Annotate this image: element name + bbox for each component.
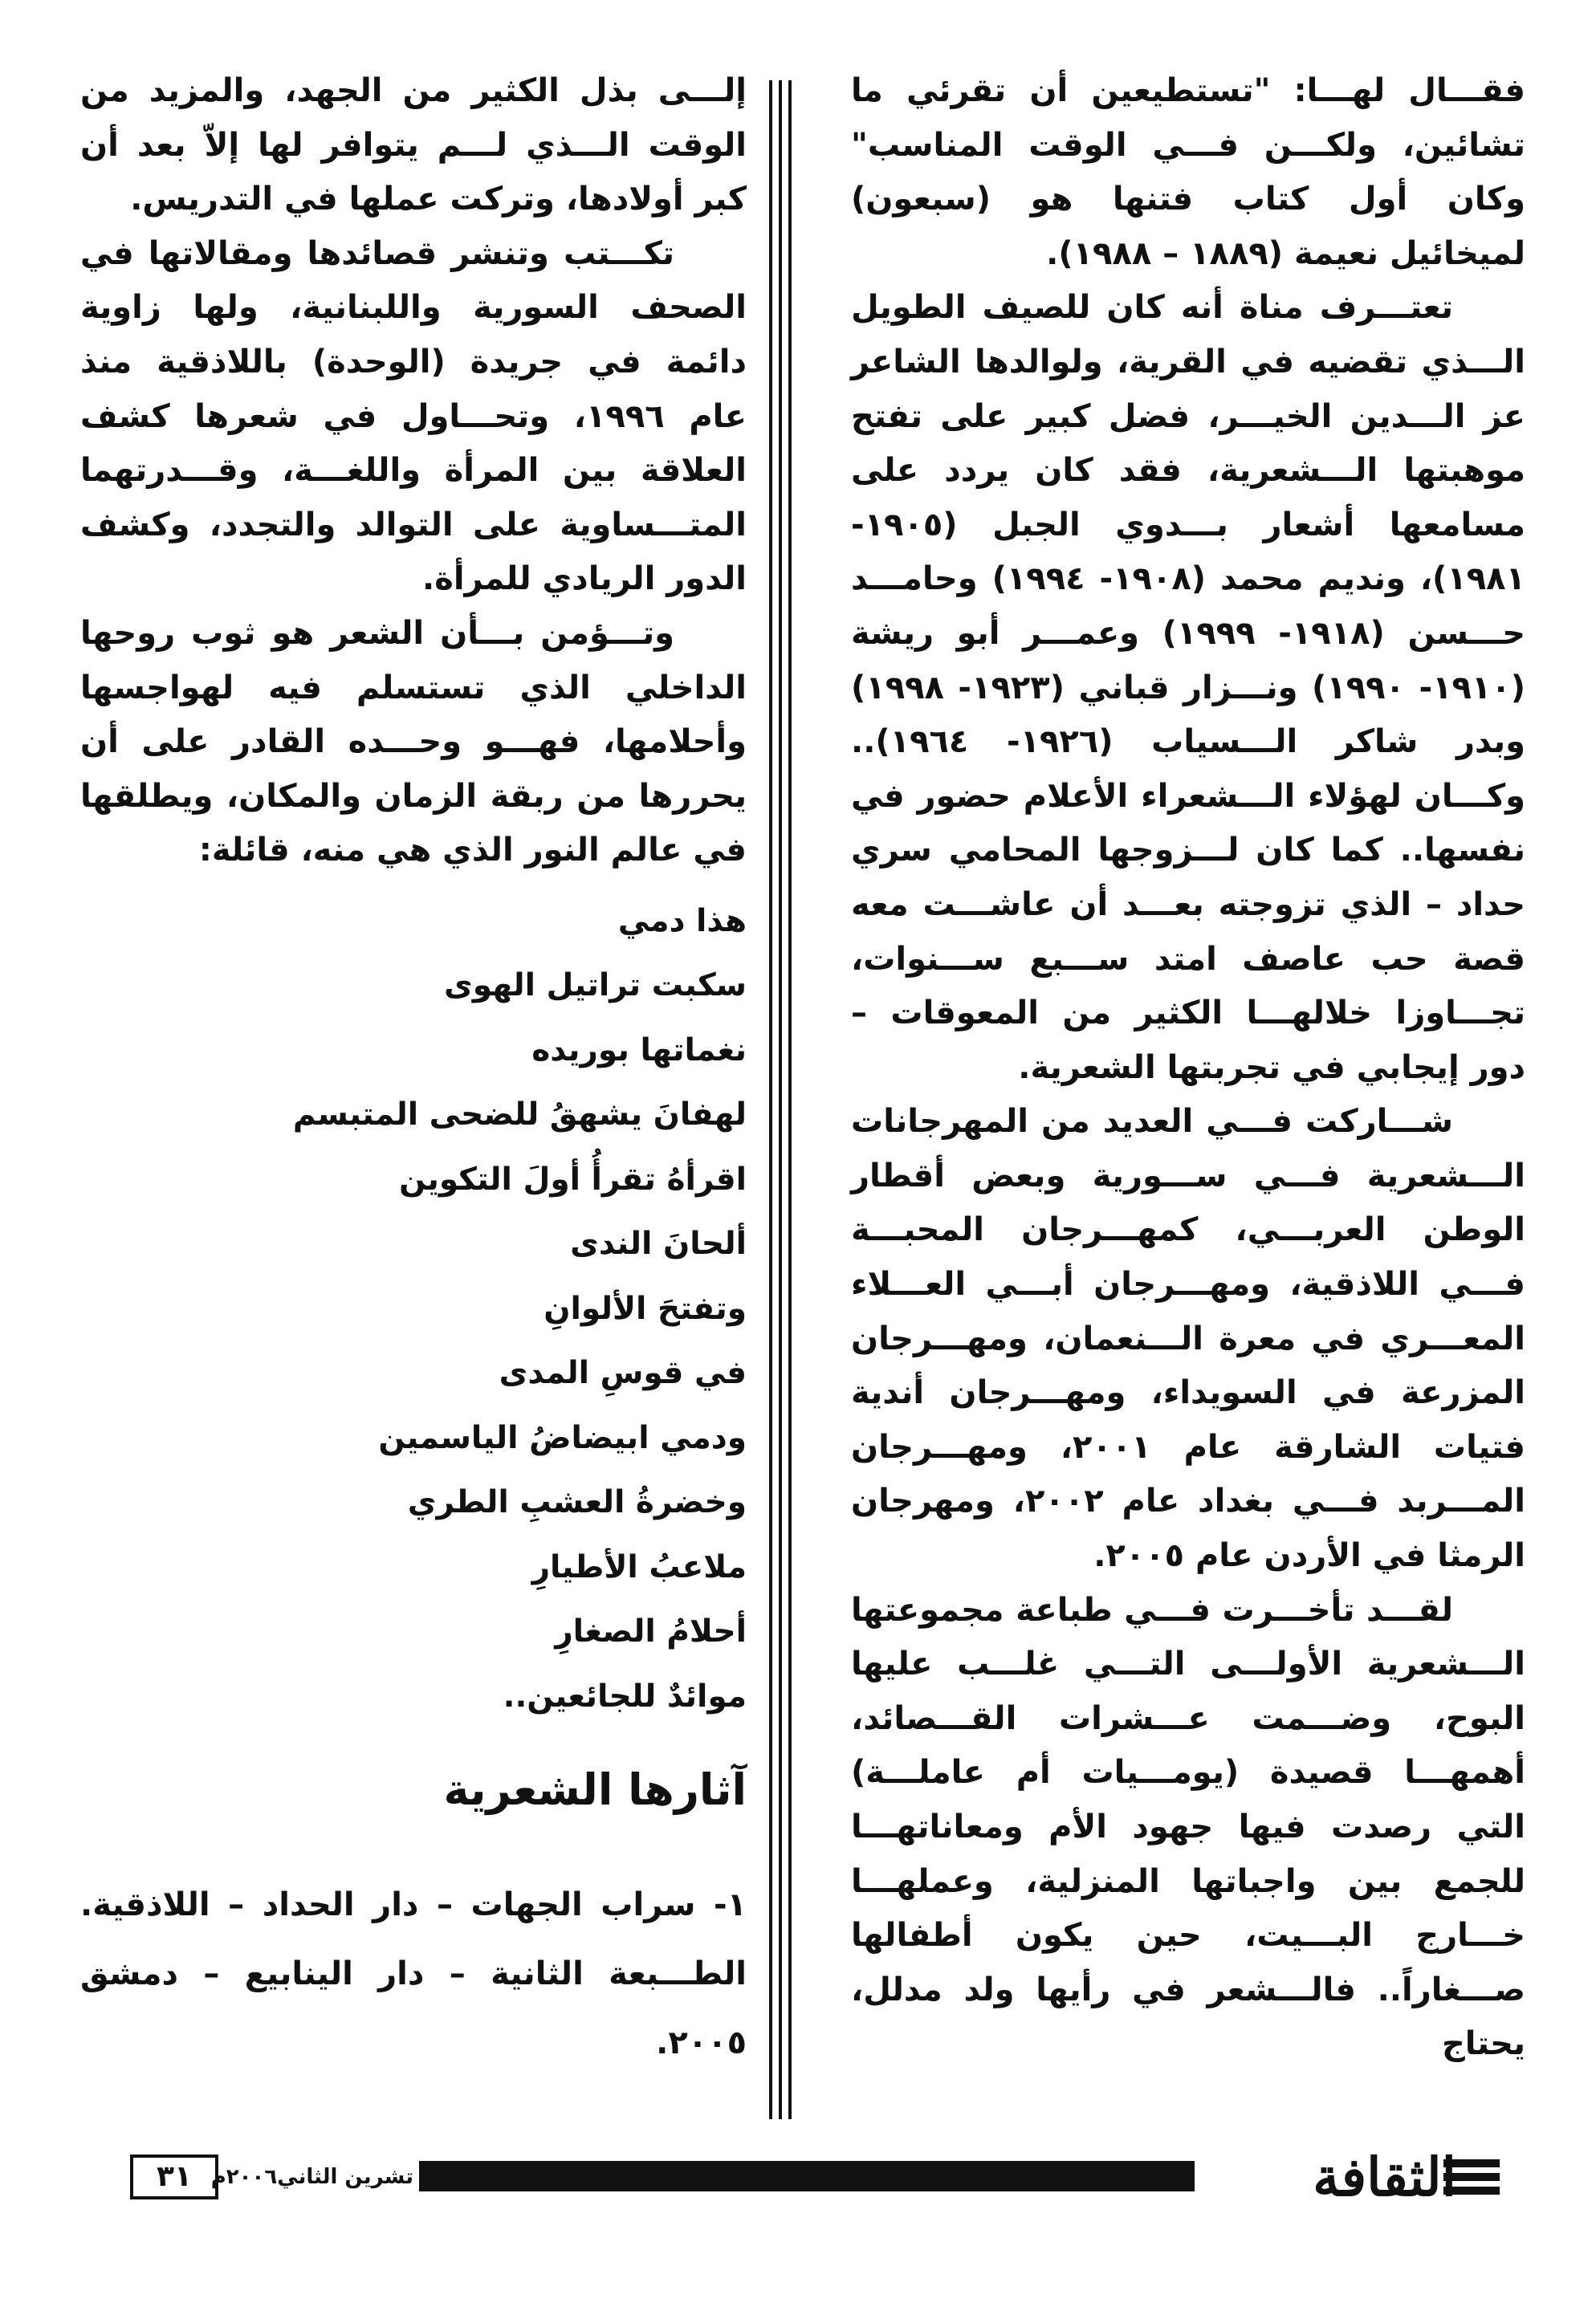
paragraph: تعتـــرف مناة أنه كان للصيف الطويل الـــذي تقضيه في القرية، ولوالدها الشاعر عز الـــدين الخيـــر، فضل كبير على تفتح موهبتها الـــشعرية، فقد كان يردد على مسامعها أشعار بـــدوي الجبل (١٩٠٥- ١٩٨١)، ونديم محمد (١٩٠٨- ١٩٩٤) وحامـــد حـــسن (١٩١٨- ١٩٩٩) وعمـــر أبو ريشة (١٩١٠- ١٩٩٠) ونـــزار قباني (١٩٢٣- ١٩٩٨) وبدر شاكر الـــسياب (١٩٢٦- ١٩٦٤).. وكـــان لهؤلاء الـــشعراء الأعلام حضور في نفسها.. كما كان لـــزوجها المحامي سري حداد – الذي تزوجته بعـــد أن عاشـــت معه قصة حب عاصف امتد ســـبع ســـنوات، تجـــاوزا خلالهـــا الكثير من المعوقات – دور إيجابي في تجربتها الشعرية.: [851, 289, 1526, 1086]
poem-line: وخضرةُ العشبِ الطري: [407, 1484, 747, 1521]
paragraph: لقـــد تأخـــرت فـــي طباعة مجموعتها الـــشعرية الأولـــى التـــي غلـــب عليها البوح، وضـــمت عـــشرات القـــصائد، أهمهـــا قصيدة (يومـــيات أم عاملـــة) التي رصدت فيها جهود الأم ومعاناتهـــا للجمع بين واجباتها المنزلية، وعملهـــا خـــارج البـــيت، حين يكون أطفالها صـــغاراً.. فالـــشعر في رأيها ولد مدلل، يحتاج: [851, 1591, 1525, 2063]
page-footer: [120, 2146, 1500, 2208]
works-list: [80, 1870, 747, 2077]
poem-line: سكبت تراتيل الهوى: [444, 967, 747, 1004]
right-column: [851, 64, 1525, 2072]
section-heading: آثارها الشعرية: [443, 1764, 747, 1816]
footer-rule: [419, 2161, 1195, 2191]
poem-line: هذا دمي: [617, 902, 747, 939]
column-divider: [769, 80, 793, 2119]
paragraph: فقـــال لهـــا: "تستطيعين أن تقرئي ما تشائين، ولكـــن فـــي الوقت المناسب" وكان أول كتاب فتنها هو (سبعون) لميخائيل نعيمة (١٨٨٩ – ١٩٨٨).: [851, 72, 1525, 272]
magazine-name: الثقافة: [1313, 2146, 1456, 2208]
paragraph: تكـــتب وتنشر قصائدها ومقالاتها في الصحف السورية واللبنانية، ولها زاوية دائمة في جريدة (الوحدة) باللاذقية منذ عام ١٩٩٦، وتحـــاول في شعرها كشف العلاقة بين المرأة واللغـــة، وقـــدرتهما المتـــساوية على التوالد والتجدد، وكشف الدور الريادي للمرأة.: [80, 234, 747, 598]
poem-line: ودمي ابيضاضُ الياسمين: [378, 1419, 747, 1456]
poem-line: موائدٌ للجائعين..: [503, 1678, 747, 1715]
paragraph: إلـــى بذل الكثير من الجهد، والمزيد من الوقت الـــذي لـــم يتوافر لها إلاّ بعد أن كبر أولادها، وتركت عملها في التدريس.: [80, 72, 747, 218]
poem-line: أحلامُ الصغارِ: [555, 1613, 747, 1650]
poem-line: وتفتحَ الألوانِ: [544, 1290, 747, 1327]
left-column: [80, 64, 747, 2077]
issue-date: تشرين الثاني٢٠٠٦م: [210, 2165, 413, 2189]
poem: [80, 889, 747, 1730]
page-number: ٣١: [130, 2155, 218, 2199]
poem-line: اقرأهُ تقرأُ أولَ التكوين: [399, 1161, 747, 1198]
poem-line: في قوسِ المدى: [499, 1355, 747, 1392]
paragraph: وتـــؤمن بـــأن الشعر هو ثوب روحها الداخلي الذي تستسلم فيه لهواجسها وأحلامها، فهـــو وحـــده القادر على أن يحررها من ربقة الزمان والمكان، ويطلقها في عالم النور الذي هي منه، قائلة:: [80, 614, 747, 869]
works-item: ١- سراب الجهات – دار الحداد – اللاذقية. الطـــبعة الثانية – دار الينابيع – دمشق ٢٠٠٥.: [80, 1886, 747, 2062]
poem-line: نغماتها بوريده: [531, 1031, 747, 1068]
poem-line: ألحانَ الندى: [570, 1226, 747, 1263]
poem-line: لهفانَ يشهقُ للضحى المتبسم: [292, 1097, 747, 1133]
paragraph: شـــاركت فـــي العديد من المهرجانات الـــشعرية فـــي ســـورية وبعض أقطار الوطن العربـــي، كمهـــرجان المحبـــة فـــي اللاذقية، ومهـــرجان أبـــي العـــلاء المعـــري في معرة الـــنعمان، ومهـــرجان المزرعة في السويداء، ومهـــرجان أندية فتيات الشارقة عام ٢٠٠١، ومهـــرجان المـــربد فـــي بغداد عام ٢٠٠٢، ومهرجان الرمثا في الأردن عام ٢٠٠٥.: [851, 1103, 1525, 1575]
poem-line: ملاعبُ الأطيارِ: [531, 1548, 747, 1585]
magazine-logo: [1235, 2146, 1500, 2208]
